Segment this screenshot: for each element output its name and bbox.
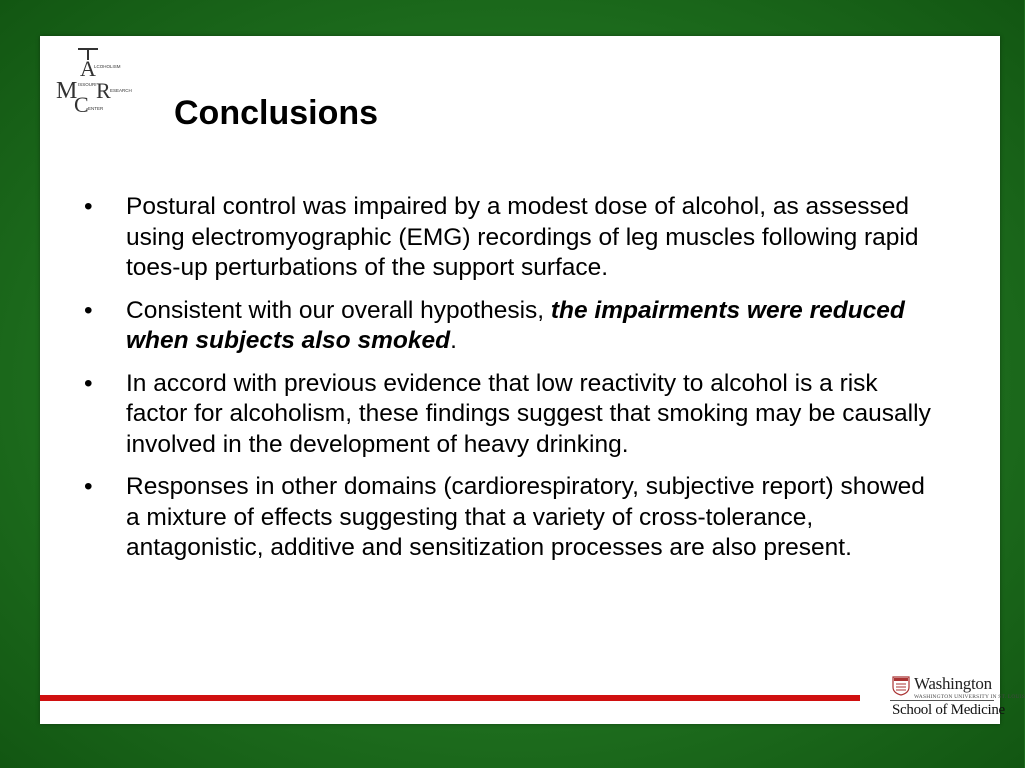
bullet-text: Consistent with our overall hypothesis, xyxy=(126,296,551,324)
university-name: Washington xyxy=(914,674,992,693)
slide-title: Conclusions xyxy=(174,94,379,132)
bullet-item-3 xyxy=(84,369,934,461)
bullet-item-2 xyxy=(84,296,934,357)
logo-word-1: LCOHOLISM xyxy=(94,64,121,69)
logo-letter-m: M xyxy=(56,78,78,104)
bullet-marker: • xyxy=(84,369,93,397)
logo-letter-a: A xyxy=(80,56,96,81)
logo-word-2: ISSOURI xyxy=(78,82,97,87)
slide xyxy=(40,36,1025,724)
bullet-list xyxy=(84,192,934,576)
logo-word-4: ENTER xyxy=(88,106,104,111)
bullet-marker: • xyxy=(84,193,93,220)
bullet-text: In accord with previous evidence that low reactivity to alcohol is a risk factor for alcoholism, these findings suggest that smoking may be causally involved in the development of heavy drinking. xyxy=(126,369,931,458)
bullet-marker: • xyxy=(84,296,93,324)
footer-divider xyxy=(40,695,860,701)
bullet-text-end: . xyxy=(450,327,457,354)
shield-icon xyxy=(892,676,910,696)
amrc-logo xyxy=(54,46,132,117)
logo-letter-c: C xyxy=(74,92,89,117)
bullet-text: Responses in other domains (cardiorespiratory, subjective report) showed a mixture of effects suggesting that a variety of cross-tolerance, antagonistic, additive and sensitization processes are also present. xyxy=(126,473,925,561)
bullet-text: Postural control was impaired by a modest dose of alcohol, as assessed using electromyographic (EMG) recordings of leg muscles following rapid toes-up perturbations of the support surface. xyxy=(126,193,919,281)
bullet-item-4 xyxy=(84,472,934,564)
washington-university-logo xyxy=(888,672,1025,720)
school-name: School of Medicine xyxy=(892,702,1005,718)
bullet-emphasis: the impairments were reduced when subjects also smoked xyxy=(126,296,905,354)
logo-rule xyxy=(890,700,994,701)
logo-letter-r: R xyxy=(96,78,111,103)
university-subline: WASHINGTON UNIVERSITY IN ST. LOUIS xyxy=(914,694,1025,700)
bullet-marker: • xyxy=(84,473,93,500)
bullet-item-1 xyxy=(84,192,934,284)
logo-word-3: ESEARCH xyxy=(110,88,132,93)
